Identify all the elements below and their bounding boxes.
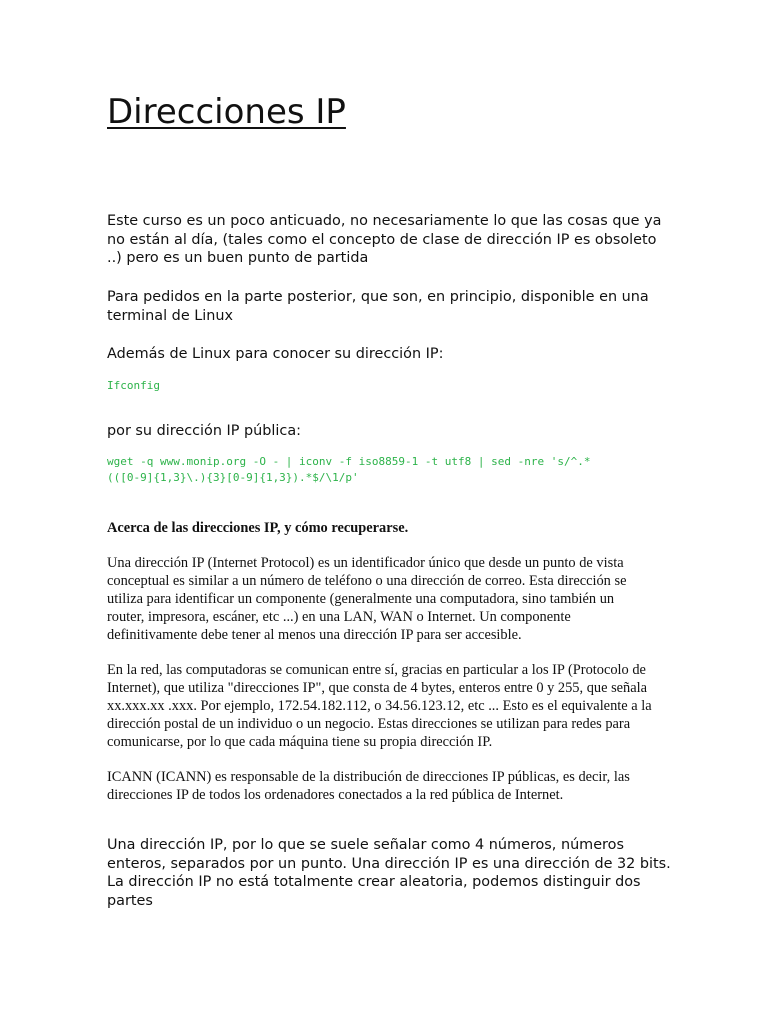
closing-paragraph: Una dirección IP, por lo que se suele señalar como 4 números, números enteros, separados por un punto. Una dirección IP es una dirección de 32 bits. La dirección IP no está totalmente crear aleatoria, podemos distinguir dos partes xyxy=(107,837,671,909)
section-paragraph-3: ICANN (ICANN) es responsable de la distribución de direcciones IP públicas, es decir, las direcciones IP de todos los ordenadores conectados a la red pública de Internet. xyxy=(107,769,630,803)
public-ip-command-line-1: wget -q www.monip.org -O - | iconv -f iso8859-1 -t utf8 | sed -nre 's/^.* xyxy=(107,455,591,468)
orders-paragraph: Para pedidos en la parte posterior, que son, en principio, disponible en una terminal de Linux xyxy=(107,289,649,324)
section-heading: Acerca de las direcciones IP, y cómo recuperarse. xyxy=(107,520,409,536)
section-paragraph-2: En la red, las computadoras se comunican entre sí, gracias en particular a los IP (Protocolo de Internet), que utiliza "direcciones IP", que consta de 4 bytes, enteros entre 0 y 255, que señala xx.xxx.xx .xxx. Por ejemplo, 172.54.182.112, o 34.56.123.12, etc ... Esto es el equivalente a la dirección postal de un individuo o un negocio. Estas direcciones se utilizan para redes para comunicarse, por lo que cada máquina tiene su propia dirección IP. xyxy=(107,662,652,750)
public-ip-command-line-2: (([0-9]{1,3}\.){3}[0-9]{1,3}).*$/\1/p' xyxy=(107,470,359,484)
linux-ip-label: Además de Linux para conocer su dirección IP: xyxy=(107,346,444,362)
page-title: Direcciones IP xyxy=(107,92,346,132)
intro-paragraph: Este curso es un poco anticuado, no necesariamente lo que las cosas que ya no están al día, (tales como el concepto de clase de dirección IP es obsoleto ..) pero es un buen punto de partida xyxy=(107,213,662,266)
public-ip-label: por su dirección IP pública: xyxy=(107,423,301,439)
section-paragraph-1: Una dirección IP (Internet Protocol) es un identificador único que desde un punto de vista conceptual es similar a un número de teléfono o una dirección de correo. Esta dirección se utiliza para identificar un componente (generalmente una computadora, sino también un router, impresora, escáner, etc ...) en una LAN, WAN o Internet. Un componente definitivamente debe tener al menos una dirección IP para ser accesible. xyxy=(107,555,627,643)
linux-ip-command: Ifconfig xyxy=(107,379,160,392)
